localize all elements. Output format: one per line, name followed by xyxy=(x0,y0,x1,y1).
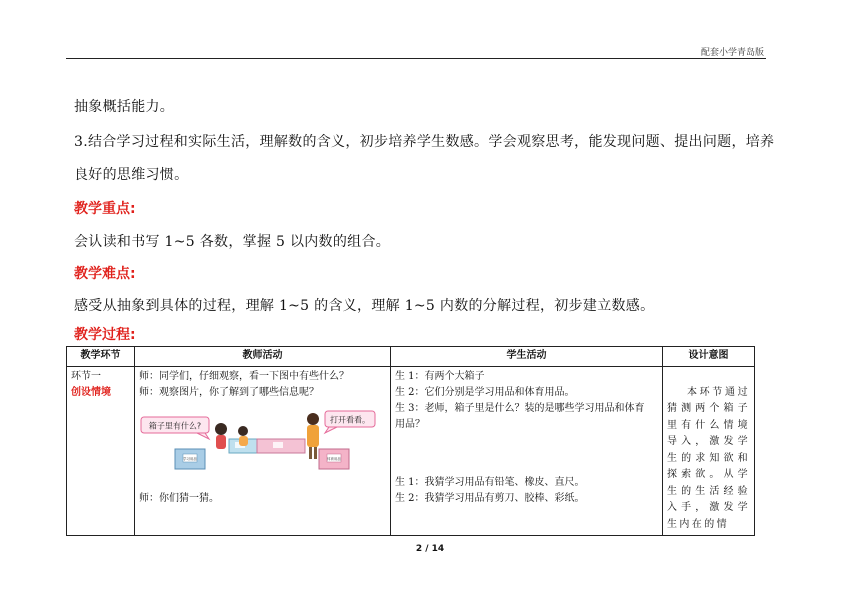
body-line-2: 3.结合学习过程和实际生活，理解数的含义，初步培养学生数感。学会观察思考，能发现问题、提出问题，培养 xyxy=(74,134,775,150)
header-design: 设计意图 xyxy=(663,347,755,367)
process-heading: 教学过程: xyxy=(74,327,136,343)
bubble-left-text: 箱子里有什么? xyxy=(148,421,202,430)
student-line-4: 用品？ xyxy=(395,418,425,430)
body-line-3: 良好的思维习惯。 xyxy=(74,167,189,183)
box-left-label: 学习用品 xyxy=(183,456,197,461)
key-points-heading: 教学重点: xyxy=(74,201,136,217)
student-line-5: 生 1：我猜学习用品有铅笔、橡皮、直尺。 xyxy=(395,476,585,488)
bubble-right-text: 打开看看。 xyxy=(330,415,370,424)
stage-cell xyxy=(67,366,135,536)
student-line-1: 生 1：有两个大箱子 xyxy=(395,370,485,382)
teacher-figure-head xyxy=(307,413,319,425)
box-right-label: 体育用品 xyxy=(327,456,341,461)
header-stage: 教学环节 xyxy=(67,347,135,367)
teacher-line-1: 师：同学们，仔细观察，看一下图中有些什么？ xyxy=(139,370,349,382)
header-divider xyxy=(66,58,766,59)
design-intent-text: 本环节通过猜测两个箱子里有什么情境导入，激发学生的求知欲和探索欲。从学生的生活经验入手，激发学生内在的情 xyxy=(667,386,750,530)
child-head-left xyxy=(215,423,227,435)
difficulty-text: 感受从抽象到具体的过程，理解 1~5 的含义，理解 1~5 内数的分解过程，初步建立数感。 xyxy=(74,298,655,314)
lesson-table xyxy=(66,346,755,536)
teacher-line-2: 师：观察图片，你了解到了哪些信息呢？ xyxy=(139,386,319,398)
student-line-3: 生 3：老师，箱子里是什么？装的是哪些学习用品和体育 xyxy=(395,402,645,414)
teacher-cell xyxy=(135,366,391,536)
key-points-text: 会认读和书写 1~5 各数，掌握 5 以内数的组合。 xyxy=(74,234,391,250)
design-cell xyxy=(663,366,755,536)
difficulty-heading: 教学难点: xyxy=(74,266,136,282)
stage-number: 环节一 xyxy=(71,370,101,382)
stage-name: 创设情境 xyxy=(71,387,111,398)
table-header-row xyxy=(67,347,755,367)
header-teacher: 教师活动 xyxy=(135,347,391,367)
teacher-line-3: 师：你们猜一猜。 xyxy=(139,492,219,504)
table-row xyxy=(67,366,755,536)
student-line-6: 生 2：我猜学习用品有剪刀、胶棒、彩纸。 xyxy=(395,492,585,504)
body-line-1: 抽象概括能力。 xyxy=(74,99,175,115)
edition-note: 配套小学青岛版 xyxy=(700,48,764,58)
page-number: 2 / 14 xyxy=(415,544,445,554)
header-student: 学生活动 xyxy=(391,347,663,367)
student-cell xyxy=(391,366,663,536)
classroom-illustration xyxy=(139,409,387,473)
student-line-2: 生 2：它们分别是学习用品和体育用品。 xyxy=(395,386,575,398)
